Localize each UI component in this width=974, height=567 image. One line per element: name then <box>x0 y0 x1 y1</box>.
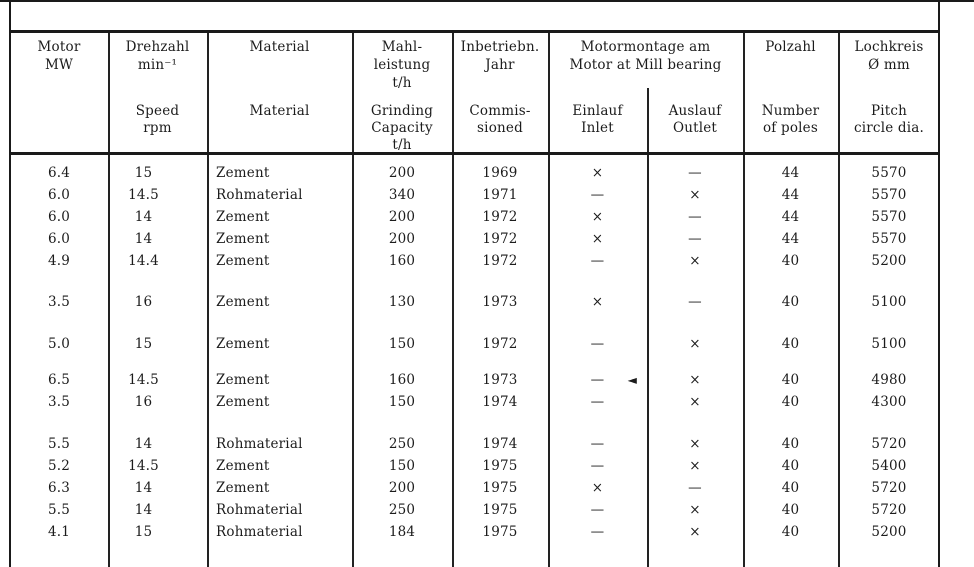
cell-material: Rohmaterial <box>216 187 303 203</box>
cell-capacity: 200 <box>388 165 416 181</box>
cell-capacity: 184 <box>388 524 416 540</box>
cell-capacity: 160 <box>388 372 416 388</box>
column-divider <box>743 33 745 152</box>
cell-poles: 40 <box>781 458 800 474</box>
cell-speed: 16 <box>134 294 153 310</box>
cell-pitch: 5200 <box>871 253 907 269</box>
column-divider <box>838 33 840 152</box>
header-text: Motor <box>37 39 81 55</box>
cell-poles: 40 <box>781 253 800 269</box>
cell-outlet: × <box>689 187 701 203</box>
header-text: Jahr <box>485 57 515 73</box>
cell-pitch: 5400 <box>871 458 907 474</box>
table-row <box>10 521 940 543</box>
cell-motor: 5.5 <box>47 502 71 518</box>
cell-outlet: — <box>688 480 702 496</box>
cell-material: Zement <box>216 480 270 496</box>
cell-material: Zement <box>216 253 270 269</box>
cell-speed: 14 <box>134 209 153 225</box>
header-text: Speed <box>135 103 180 119</box>
cell-motor: 5.0 <box>47 336 71 352</box>
cell-capacity: 340 <box>388 187 416 203</box>
cell-motor: 6.0 <box>47 187 71 203</box>
cell-material: Zement <box>216 231 270 247</box>
header-material-de <box>207 33 352 56</box>
cell-pitch: 5570 <box>871 187 907 203</box>
header-text: Inlet <box>581 120 614 136</box>
header-material-en <box>207 103 352 120</box>
header-text: t/h <box>392 137 412 153</box>
cell-motor: 6.0 <box>47 209 71 225</box>
cell-pitch: 5570 <box>871 231 907 247</box>
cell-poles: 44 <box>781 165 800 181</box>
cell-year: 1971 <box>482 187 518 203</box>
header-text: Capacity <box>371 120 433 136</box>
header-poles <box>743 33 838 152</box>
table-row <box>10 250 940 272</box>
table-row <box>10 391 940 413</box>
cell-poles: 40 <box>781 480 800 496</box>
header-pitch-en <box>838 103 940 137</box>
cell-outlet: × <box>689 253 701 269</box>
cell-pitch: 5570 <box>871 165 907 181</box>
table-row <box>10 433 940 455</box>
cell-motor: 6.5 <box>47 372 71 388</box>
column-divider <box>352 33 354 152</box>
table-row <box>10 455 940 477</box>
cell-speed: 16 <box>134 394 153 410</box>
cell-pitch: 5200 <box>871 524 907 540</box>
header-text: Drehzahl <box>125 39 190 55</box>
header-text: Number <box>761 103 820 119</box>
header-mounting-subcolumns <box>548 33 743 152</box>
header-text: leistung <box>373 57 431 73</box>
cell-speed: 14.5 <box>128 187 159 203</box>
cell-speed: 14 <box>134 436 153 452</box>
header-material <box>207 33 352 152</box>
header-year-en <box>452 103 548 137</box>
header-text: Material <box>249 103 310 119</box>
cell-year: 1972 <box>482 209 518 225</box>
header-pitch-de <box>838 33 940 74</box>
header-inlet-labels <box>548 103 647 137</box>
header-capacity-en <box>352 103 452 154</box>
cell-inlet: — ◄ <box>548 369 647 391</box>
cell-year: 1973 <box>482 372 518 388</box>
cell-pitch: 5720 <box>871 436 907 452</box>
cell-motor: 6.4 <box>47 165 71 181</box>
header-text: Grinding <box>370 103 434 119</box>
cell-material: Rohmaterial <box>216 436 303 452</box>
cell-inlet: — <box>590 458 605 474</box>
cell-outlet: — <box>688 209 702 225</box>
cell-capacity: 200 <box>388 209 416 225</box>
header-text: Inbetriebn. <box>460 39 540 55</box>
cell-poles: 40 <box>781 336 800 352</box>
header-motor-mw-de <box>10 33 108 74</box>
cell-outlet: × <box>689 524 701 540</box>
cell-motor: 5.5 <box>47 436 71 452</box>
cell-outlet: × <box>689 458 701 474</box>
cell-motor: 3.5 <box>47 394 71 410</box>
cell-inlet: × <box>591 209 604 225</box>
header-text: Motor at Mill bearing <box>569 57 722 73</box>
cell-poles: 44 <box>781 209 800 225</box>
table-header <box>10 30 940 155</box>
header-speed-en <box>108 103 207 137</box>
cell-pitch: 4980 <box>871 372 907 388</box>
cell-poles: 40 <box>781 372 800 388</box>
cell-material: Rohmaterial <box>216 502 303 518</box>
column-divider <box>207 33 209 152</box>
cell-outlet: — <box>688 231 702 247</box>
header-pitch-circle <box>838 33 940 152</box>
cell-material: Zement <box>216 372 270 388</box>
cell-material: Zement <box>216 294 270 310</box>
header-poles-de <box>743 33 838 56</box>
header-speed <box>108 33 207 152</box>
table-body <box>10 155 940 567</box>
header-capacity <box>352 33 452 152</box>
cell-year: 1974 <box>482 436 518 452</box>
cell-inlet: — <box>590 524 605 540</box>
cell-inlet: — <box>590 336 605 352</box>
cell-inlet: — <box>590 502 605 518</box>
cell-poles: 44 <box>781 187 800 203</box>
column-divider <box>647 88 649 152</box>
cell-inlet: × <box>591 231 604 247</box>
cell-material: Zement <box>216 394 270 410</box>
header-mounting-group <box>548 33 743 152</box>
cell-pitch: 5100 <box>871 294 907 310</box>
header-text: Polzahl <box>765 39 816 55</box>
cell-capacity: 150 <box>388 458 416 474</box>
column-divider <box>108 33 110 152</box>
header-text: rpm <box>143 120 172 136</box>
cell-capacity: 160 <box>388 253 416 269</box>
header-year-de <box>452 33 548 74</box>
header-text: Motormontage am <box>580 39 711 55</box>
cell-poles: 40 <box>781 394 800 410</box>
table-row <box>10 291 940 313</box>
cell-speed: 15 <box>134 165 153 181</box>
header-text: circle dia. <box>854 120 924 136</box>
cell-year: 1973 <box>482 294 518 310</box>
header-text: Auslauf <box>668 103 722 119</box>
cell-speed: 14.5 <box>128 372 159 388</box>
header-text: Pitch <box>870 103 908 119</box>
cell-pitch: 5720 <box>871 502 907 518</box>
cell-material: Zement <box>216 209 270 225</box>
cell-year: 1974 <box>482 394 518 410</box>
cell-pitch: 4300 <box>871 394 907 410</box>
header-text: Ø mm <box>868 57 910 73</box>
table-row <box>10 499 940 521</box>
cell-outlet: × <box>689 394 701 410</box>
cell-motor: 4.9 <box>47 253 71 269</box>
header-text: Outlet <box>672 120 718 136</box>
cell-motor: 6.3 <box>47 480 71 496</box>
cell-capacity: 250 <box>388 436 416 452</box>
column-divider <box>548 33 550 152</box>
cell-poles: 44 <box>781 231 800 247</box>
header-poles-en <box>743 103 838 137</box>
header-text: Mahl- <box>381 39 423 55</box>
cell-capacity: 200 <box>388 231 416 247</box>
cell-motor: 6.0 <box>47 231 71 247</box>
cell-poles: 40 <box>781 524 800 540</box>
cell-outlet: × <box>689 336 701 352</box>
cell-pitch: 5100 <box>871 336 907 352</box>
table-rows <box>10 155 940 543</box>
cell-pitch: 5570 <box>871 209 907 225</box>
cell-inlet: × <box>591 480 604 496</box>
cell-outlet: × <box>689 502 701 518</box>
header-text: t/h <box>392 75 412 91</box>
cell-material: Rohmaterial <box>216 524 303 540</box>
cell-material: Zement <box>216 336 270 352</box>
header-motor-mw <box>10 33 108 152</box>
header-outlet <box>647 33 743 152</box>
cell-outlet: × <box>689 436 701 452</box>
cell-inlet: × <box>591 165 604 181</box>
table-row <box>10 333 940 355</box>
header-year <box>452 33 548 152</box>
cell-inlet: × <box>591 294 604 310</box>
cell-inlet: — <box>590 394 605 410</box>
table-row <box>10 369 940 391</box>
cell-year: 1972 <box>482 253 518 269</box>
cell-outlet: × <box>689 372 701 388</box>
header-text: Material <box>249 39 310 55</box>
header-text: MW <box>44 57 74 73</box>
cell-year: 1975 <box>482 458 518 474</box>
cell-year: 1972 <box>482 336 518 352</box>
table-row <box>10 477 940 499</box>
cell-speed: 14 <box>134 480 153 496</box>
cell-capacity: 250 <box>388 502 416 518</box>
cell-material: Zement <box>216 458 270 474</box>
cell-year: 1975 <box>482 524 518 540</box>
cell-speed: 14 <box>134 231 153 247</box>
header-text: min⁻¹ <box>137 57 178 73</box>
column-divider <box>452 33 454 152</box>
cell-outlet: — <box>688 165 702 181</box>
left-arrow-marker-icon: ◄ <box>627 373 637 387</box>
cell-inlet: — <box>590 253 605 269</box>
header-text: Lochkreis <box>854 39 924 55</box>
table-row <box>10 228 940 250</box>
cell-motor: 5.2 <box>47 458 71 474</box>
cell-capacity: 200 <box>388 480 416 496</box>
cell-poles: 40 <box>781 502 800 518</box>
header-text: sioned <box>477 120 523 136</box>
cell-year: 1969 <box>482 165 518 181</box>
cell-poles: 40 <box>781 294 800 310</box>
cell-pitch: 5720 <box>871 480 907 496</box>
cell-material: Zement <box>216 165 270 181</box>
cell-year: 1975 <box>482 480 518 496</box>
page-top-rule <box>0 0 974 2</box>
cell-inlet: — <box>590 436 605 452</box>
cell-speed: 14.5 <box>128 458 159 474</box>
cell-capacity: 130 <box>388 294 416 310</box>
cell-outlet: — <box>688 294 702 310</box>
header-outlet-labels <box>647 103 743 137</box>
header-inlet <box>548 33 647 152</box>
cell-speed: 15 <box>134 336 153 352</box>
header-speed-de <box>108 33 207 74</box>
cell-year: 1972 <box>482 231 518 247</box>
table-row <box>10 206 940 228</box>
header-text: of poles <box>762 120 819 136</box>
cell-inlet: — <box>590 187 605 203</box>
cell-speed: 14 <box>134 502 153 518</box>
cell-year: 1975 <box>482 502 518 518</box>
header-capacity-de <box>352 33 452 92</box>
cell-poles: 40 <box>781 436 800 452</box>
cell-capacity: 150 <box>388 394 416 410</box>
header-text: Einlauf <box>572 103 623 119</box>
header-text: Commis- <box>469 103 531 119</box>
cell-motor: 4.1 <box>47 524 71 540</box>
table-row <box>10 184 940 206</box>
cell-speed: 15 <box>134 524 153 540</box>
cell-motor: 3.5 <box>47 294 71 310</box>
table-row <box>10 162 940 184</box>
cell-capacity: 150 <box>388 336 416 352</box>
cell-speed: 14.4 <box>128 253 159 269</box>
